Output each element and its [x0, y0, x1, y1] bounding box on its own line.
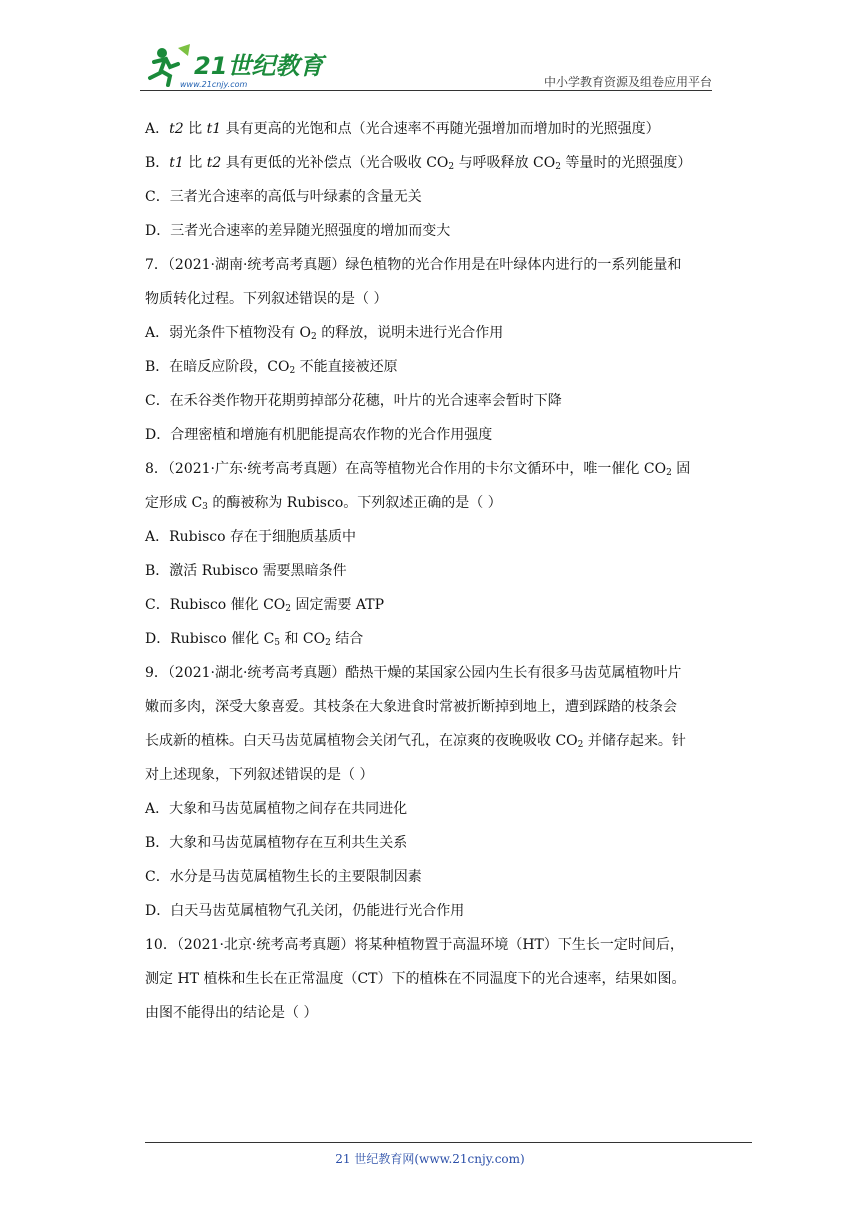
text-segment: 2: [289, 366, 296, 376]
text-segment: B．激活 Rubisco 需要黑暗条件: [145, 563, 347, 579]
logo-text: 21世纪教育: [194, 52, 324, 80]
text-segment: C．Rubisco 催化 CO: [145, 597, 286, 613]
text-line: [145, 112, 725, 146]
text-segment: C．在禾谷类作物开花期剪掉部分花穗，叶片的光合速率会暂时下降: [145, 393, 562, 409]
text-line: [145, 180, 725, 214]
question-content: [145, 112, 725, 1030]
text-segment: 2: [311, 332, 317, 342]
text-segment: 5: [274, 638, 281, 648]
text-line: [145, 418, 725, 452]
text-segment: 具有更高的光饱和点（光合速率不再随光强增加而增加时的光照强度）: [221, 121, 660, 137]
text-line: [145, 588, 725, 622]
text-segment: 定形成 C: [145, 495, 203, 511]
text-segment: D．Rubisco 催化 C: [145, 631, 275, 647]
footer-text: 21 世纪教育网(www.21cnjy.com): [335, 1152, 525, 1166]
text-segment: 固: [671, 461, 691, 477]
text-line: [145, 860, 725, 894]
text-segment: t2: [206, 155, 222, 171]
text-line: [145, 452, 725, 486]
text-line: [145, 758, 725, 792]
text-segment: 2: [448, 162, 455, 172]
text-segment: t1: [169, 155, 184, 171]
text-segment: 的酶被称为 Rubisco。下列叙述正确的是（ ）: [207, 495, 502, 511]
text-segment: 2: [666, 468, 672, 478]
text-segment: 与呼吸释放 CO: [454, 155, 556, 171]
text-segment: 嫩而多肉，深受大象喜爱。其枝条在大象进食时常被折断掉到地上，遭到踩踏的枝条会: [145, 699, 677, 715]
text-segment: t1: [206, 121, 222, 137]
text-segment: 固定需要 ATP: [291, 597, 385, 613]
text-segment: D．三者光合速率的差异随光照强度的增加而变大: [145, 223, 451, 239]
text-segment: 的释放，说明未进行光合作用: [316, 325, 504, 341]
text-line: [145, 384, 725, 418]
text-line: [145, 826, 725, 860]
platform-name: 中小学教育资源及组卷应用平台: [543, 75, 712, 89]
text-segment: 由图不能得出的结论是（ ）: [145, 1005, 318, 1021]
text-segment: 3: [202, 502, 208, 512]
text-segment: 2: [285, 604, 291, 614]
logo-21cnjy: [140, 40, 324, 92]
text-line: [145, 350, 725, 384]
text-segment: 具有更低的光补偿点（光合吸收 CO: [221, 155, 449, 171]
text-line: [145, 962, 725, 996]
text-segment: B．: [145, 155, 170, 171]
text-segment: t2: [169, 121, 184, 137]
text-line: [145, 248, 725, 282]
logo-url: www.21cnjy.com: [180, 80, 248, 89]
text-line: [145, 622, 725, 656]
page-header: [140, 40, 712, 92]
text-segment: 9．（2021·湖北·统考高考真题）酷热干燥的某国家公园内生长有很多马齿苋属植物叶片: [145, 665, 682, 681]
text-segment: 7．（2021·湖南·统考高考真题）绿色植物的光合作用是在叶绿体内进行的一系列能量和: [145, 257, 682, 273]
text-segment: 2: [577, 740, 584, 750]
text-segment: 比: [183, 121, 207, 137]
text-segment: A．Rubisco 存在于细胞质基质中: [145, 529, 357, 545]
text-segment: C．三者光合速率的高低与叶绿素的含量无关: [145, 189, 422, 205]
text-segment: A．大象和马齿苋属植物之间存在共同进化: [145, 801, 408, 817]
text-line: [145, 724, 725, 758]
text-line: [145, 486, 725, 520]
text-segment: 2: [325, 638, 331, 648]
text-line: [145, 656, 725, 690]
text-segment: 和 CO: [280, 631, 326, 647]
text-segment: B．大象和马齿苋属植物存在互利共生关系: [145, 835, 408, 851]
text-segment: D．白天马齿苋属植物气孔关闭，仍能进行光合作用: [145, 903, 465, 919]
text-line: [145, 894, 725, 928]
text-segment: 测定 HT 植株和生长在正常温度（CT）下的植株在不同温度下的光合速率，结果如图。: [145, 971, 686, 987]
text-segment: 结合: [330, 631, 364, 647]
text-segment: 等量时的光照强度）: [560, 155, 692, 171]
text-segment: 8．（2021·广东·统考高考真题）在高等植物光合作用的卡尔文循环中，唯一催化 CO: [145, 461, 667, 477]
text-line: [145, 928, 725, 962]
text-segment: C．水分是马齿苋属植物生长的主要限制因素: [145, 869, 422, 885]
text-line: [145, 282, 725, 316]
text-line: [145, 792, 725, 826]
text-line: [145, 996, 725, 1030]
text-segment: 2: [555, 162, 561, 172]
text-line: [145, 316, 725, 350]
header-divider: [140, 90, 712, 91]
text-segment: D．合理密植和增施有机肥能提高农作物的光合作用强度: [145, 427, 493, 443]
text-segment: 物质转化过程。下列叙述错误的是（ ）: [145, 291, 388, 307]
text-segment: 并储存起来。针: [583, 733, 686, 749]
footer-divider: [145, 1142, 752, 1143]
text-line: [145, 554, 725, 588]
text-segment: 对上述现象，下列叙述错误的是（ ）: [145, 767, 374, 783]
text-segment: A．: [145, 121, 170, 137]
text-line: [145, 214, 725, 248]
text-segment: 不能直接被还原: [295, 359, 398, 375]
text-segment: 比: [183, 155, 207, 171]
text-line: [145, 520, 725, 554]
text-segment: 长成新的植株。白天马齿苋属植物会关闭气孔，在凉爽的夜晚吸收 CO: [145, 733, 578, 749]
runner-icon: [150, 44, 190, 85]
text-line: [145, 690, 725, 724]
text-segment: A．弱光条件下植物没有 O: [145, 325, 312, 341]
text-segment: B．在暗反应阶段，CO: [145, 359, 290, 375]
text-segment: 10．（2021·北京·统考高考真题）将某种植物置于高温环境（HT）下生长一定时间后，: [145, 937, 684, 953]
text-line: [145, 146, 725, 180]
